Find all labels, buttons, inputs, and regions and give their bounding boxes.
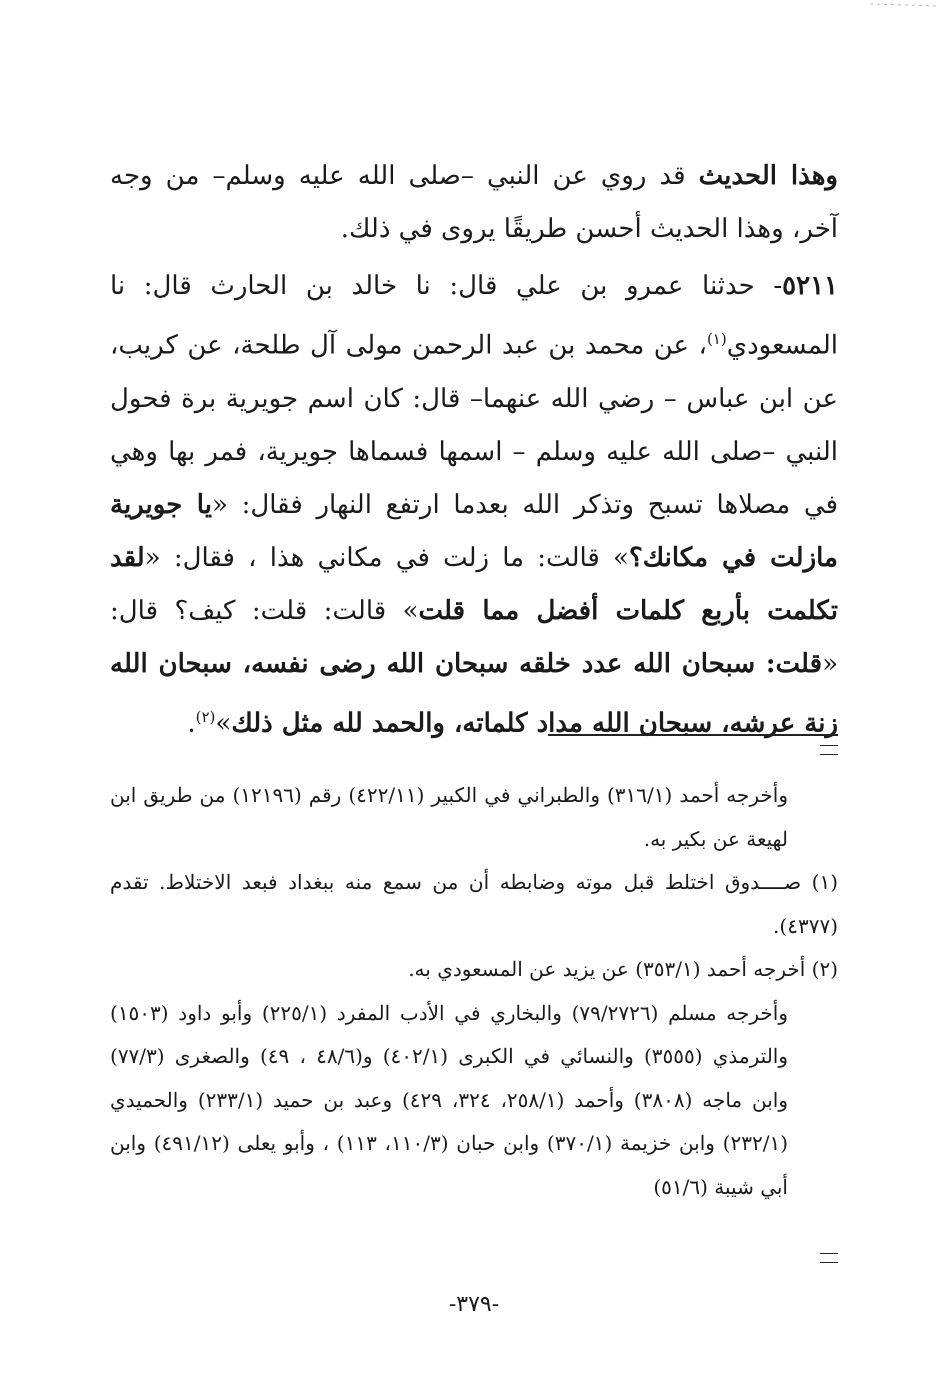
bold-quote-3: قلت: سبحان الله عدد خلقه سبحان الله رضى نفسه، سبحان الله زنة عرشه، سبحان الله مداد كلماته، والحمد لله مثل ذلك: [110, 648, 838, 739]
intro-paragraph: [110, 150, 838, 256]
hadith-number: ٥٢١١: [782, 271, 838, 301]
document-page: [110, 150, 838, 1376]
hadith-text-2: ، عن محمد بن عبد الرحمن مولى آل طلحة، عن كريب، عن ابن عباس – رضي الله عنهما– قال: كان اسم جويرية برة فحول النبي –صلى الله عليه وسلم – اسمها فسماها جويرية، فمر بها وهي في مصلاها تسبح وتذكر الله بعدما ارتفع النهار فقال: «: [110, 330, 838, 520]
hadith-text-4: » قالت: قلت: كيف؟ قال: «: [110, 595, 838, 679]
hadith-text-1: - حدثنا عمرو بن علي قال: نا خالد بن الحارث قال: نا المسعودي: [110, 271, 838, 361]
footnote-ref-1: (١): [706, 330, 727, 348]
footnote-divider: [548, 734, 838, 736]
footnotes: [110, 774, 838, 1209]
bold-quote-2: لقد تكلمت بأربع كلمات أفضل مما قلت: [110, 542, 839, 626]
footnote-2-line-1: (٢) أخرجه أحمد (٣٥٣/١) عن يزيد عن المسعودي به.: [408, 957, 838, 981]
intro-text: قد روي عن النبي –صلى الله عليه وسلم– من وجه آخر، وهذا الحديث أحسن طريقًا يروى في ذلك.: [110, 161, 838, 244]
continuation-mark-bottom: [820, 1253, 838, 1263]
footnote-1: (١) صــــدوق اختلط قبل موته وضابطه أن من سمع منه ببغداد فبعد الاختلاط. تقدم (٤٣٧٧).: [110, 870, 838, 938]
hadith-text-6: .: [187, 708, 196, 739]
continuation-mark-top: [820, 745, 838, 755]
hadith-paragraph: [110, 260, 838, 750]
hadith-text-3: » قالت: ما زلت في مكاني هذا ، فقال: «: [144, 542, 629, 573]
footnote-ref-2: (٢): [195, 707, 216, 726]
intro-bold: وهذا الحديث: [698, 161, 838, 191]
page-number: -٣٧٩-: [448, 1292, 500, 1317]
main-text: [110, 150, 838, 750]
bold-quote-1: يا جويرية مازلت في مكانك؟: [110, 489, 838, 573]
footnote-2-rest: وأخرجه مسلم (٧٩/٢٧٢٦) والبخاري في الأدب المفرد (٢٢٥/١) وأبو داود (١٥٠٣) والترمذي (٣٥٥٥) والنسائي في الكبرى (٤٠٢/١) و(٤٨/٦ ، ٤٩) والصغرى (٧٧/٣) وابن ماجه (٣٨٠٨) وأحمد (٢٥٨/١، ٣٢٤، ٤٢٩) وعبد بن حميد (٢٣٣/١) والحميدي (٢٣٢/١) وابن خزيمة (٣٧٠/١) وابن حبان (١١٠/٣، ١١٣) ، وأبو يعلى (٤٩١/١٢) وابن أبي شيبة (٥١/٦): [110, 1000, 789, 1199]
footnote-continued: وأخرجه أحمد (٣١٦/١) والطبراني في الكبير (٤٢٢/١١) رقم (١٢١٩٦) من طريق ابن لهيعة عن بكير به.: [110, 783, 788, 851]
scan-mark: [860, 0, 950, 12]
hadith-text-5: »: [215, 708, 232, 739]
